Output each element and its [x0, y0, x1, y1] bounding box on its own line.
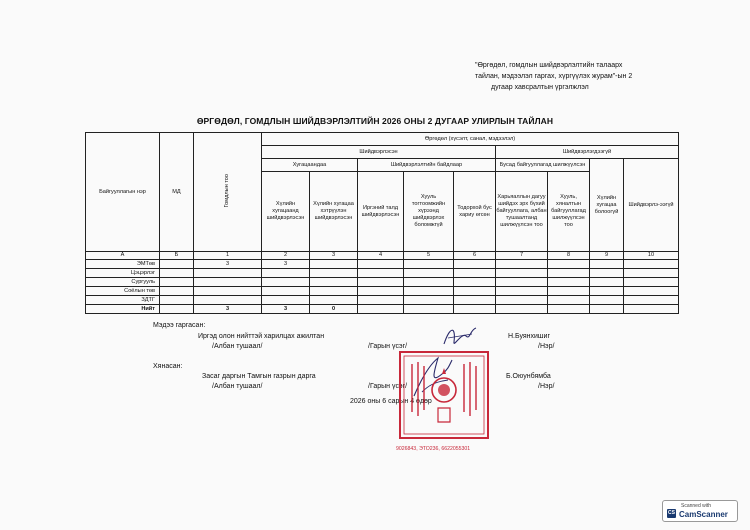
row-cell: [590, 296, 624, 305]
index-row: [86, 252, 679, 260]
row-cell: [310, 278, 358, 287]
row-org-name: Цэцэрлэг: [86, 269, 160, 278]
prepared-position: Иргэд олон нийттэй харилцах ажилтан: [198, 333, 325, 340]
group-status: Шийдвэрлэлтийн байдлаар: [358, 159, 496, 172]
approved-name: Б.Оюунбямба: [506, 373, 551, 380]
row-cell: [454, 278, 496, 287]
row-cell: [624, 287, 679, 296]
group-main: Өргөдөл (хүсэлт, санал, мэдээлэл): [262, 133, 679, 146]
row-cell: [590, 260, 624, 269]
row-cell: [404, 296, 454, 305]
row-cell: [496, 296, 548, 305]
row-cell: [548, 296, 590, 305]
index-cell: 7: [496, 252, 548, 260]
row-cell: [310, 287, 358, 296]
index-cell: 4: [358, 252, 404, 260]
row-cell: 0: [310, 305, 358, 314]
annex-note-line: дугаар хавсралтын үргэлжлэл: [491, 84, 589, 91]
signature-scribble-1: [440, 322, 480, 352]
row-org-name: Сургууль: [86, 278, 160, 287]
camscanner-line2: CamScanner: [679, 510, 728, 519]
annex-note-line: тайлан, мэдээлэл гаргах, хүргүүлэх журам"-ын 2: [475, 73, 633, 80]
col-h6: Харьяаллын дагуу шийдэх эрх бүхий байгууллага, албан тушаалтанд шилжүүлсэн тоо: [496, 172, 548, 252]
col-total-label: Гомдлын тоо: [224, 173, 230, 208]
row-cell: [358, 269, 404, 278]
row-cell: [194, 287, 262, 296]
row-cell: 3: [262, 260, 310, 269]
row-cell: [194, 269, 262, 278]
row-cell: [590, 278, 624, 287]
row-cell: [624, 296, 679, 305]
table-row: [86, 287, 679, 296]
row-cell: [496, 305, 548, 314]
row-cell: [404, 260, 454, 269]
row-cell: [160, 296, 194, 305]
row-cell: [454, 269, 496, 278]
official-stamp: [398, 350, 490, 448]
annex-note-line: "Өргөдөл, гомдлын шийдвэрлэлтийн талаарх: [475, 62, 623, 69]
col-h1: Хүлийн хугацаанд шийдвэрлэсэн: [262, 172, 310, 252]
row-cell: [590, 269, 624, 278]
approved-position: Засаг даргын Тамгын газрын дарга: [202, 373, 316, 380]
row-cell: [624, 278, 679, 287]
col-h8: Хүлийн хугацаа болоогүй: [590, 159, 624, 252]
row-cell: [496, 269, 548, 278]
annex-note: [475, 60, 660, 93]
row-cell: [160, 287, 194, 296]
row-cell: 3: [194, 260, 262, 269]
col-md: МД: [160, 133, 194, 252]
index-cell: 8: [548, 252, 590, 260]
group-unresolved: Шийдвэрлэгдээгүй: [496, 146, 679, 159]
row-cell: [454, 296, 496, 305]
col-h7: Хууль, хяналтын байгууллагад шилжүүлсэн тоо: [548, 172, 590, 252]
camscanner-badge: [662, 500, 738, 522]
row-cell: [194, 278, 262, 287]
stamp-number: 9026843, ЭТО236, 6622055301: [396, 446, 471, 452]
col-h4: Хууль тогтоомжийн хүрээнд шийдвэрлэх боломжгүй: [404, 172, 454, 252]
row-org-name: Нийт: [86, 305, 160, 314]
row-cell: [310, 260, 358, 269]
row-cell: [160, 305, 194, 314]
row-cell: [404, 269, 454, 278]
index-cell: 6: [454, 252, 496, 260]
prepared-name-hint: /Нэр/: [538, 343, 555, 350]
row-cell: [262, 287, 310, 296]
table-row: [86, 260, 679, 269]
row-cell: [262, 296, 310, 305]
row-cell: [590, 287, 624, 296]
row-cell: [310, 296, 358, 305]
col-h5: Тодорхой бус хариу өгсөн: [454, 172, 496, 252]
row-org-name: Соёлын төв: [86, 287, 160, 296]
row-org-name: ЗДТГ: [86, 296, 160, 305]
index-cell: 5: [404, 252, 454, 260]
row-cell: [194, 296, 262, 305]
table-row: [86, 269, 679, 278]
row-cell: [496, 260, 548, 269]
row-cell: [454, 287, 496, 296]
group-other-org: Бусад байгууллагад шилжүүлсэн: [496, 159, 590, 172]
approved-label: Хянасан:: [153, 363, 183, 370]
row-cell: [454, 305, 496, 314]
col-total: [194, 133, 262, 252]
col-h2: Хүлийн хугацаа хэтрүүлэн шийдвэрлэсэн: [310, 172, 358, 252]
index-cell: 3: [310, 252, 358, 260]
row-cell: [404, 305, 454, 314]
prepared-label: Мэдээ гаргасан:: [153, 322, 206, 329]
row-cell: [310, 269, 358, 278]
group-timely: Хугацаандаа: [262, 159, 358, 172]
row-cell: [454, 260, 496, 269]
col-h9: Шийдвэрлэ-ээгүй: [624, 159, 679, 252]
approved-name-hint: /Нэр/: [538, 383, 555, 390]
row-cell: 3: [194, 305, 262, 314]
col-org: Байгууллагын нэр: [86, 133, 160, 252]
table-row: [86, 296, 679, 305]
date-line: 2026 оны 6 сарын 4 өдөр: [350, 398, 432, 405]
camscanner-line1: Scanned with: [681, 503, 712, 509]
row-cell: [404, 287, 454, 296]
row-cell: [548, 305, 590, 314]
row-cell: [160, 269, 194, 278]
row-cell: [590, 305, 624, 314]
index-cell: 2: [262, 252, 310, 260]
approved-position-hint: /Албан тушаал/: [212, 383, 263, 390]
row-cell: [624, 305, 679, 314]
row-cell: [496, 287, 548, 296]
row-cell: [262, 278, 310, 287]
row-cell: [358, 287, 404, 296]
row-cell: [496, 278, 548, 287]
report-table: [85, 132, 679, 314]
row-cell: [548, 269, 590, 278]
row-cell: [404, 278, 454, 287]
prepared-signature-hint: /Гарын үсэг/: [368, 343, 408, 350]
row-cell: [358, 260, 404, 269]
prepared-position-hint: /Албан тушаал/: [212, 343, 263, 350]
index-cell: 10: [624, 252, 679, 260]
row-cell: [548, 287, 590, 296]
row-cell: [358, 305, 404, 314]
index-cell: Б: [160, 252, 194, 260]
index-cell: А: [86, 252, 160, 260]
report-title: ӨРГӨДӨЛ, ГОМДЛЫН ШИЙДВЭРЛЭЛТИЙН 2026 ОНЫ 2 ДУГААР УЛИРЛЫН ТАЙЛАН: [196, 116, 554, 126]
prepared-name: Н.Буянхишиг: [508, 333, 551, 340]
row-cell: [160, 260, 194, 269]
row-cell: 3: [262, 305, 310, 314]
group-resolved: Шийдвэрлэсэн: [262, 146, 496, 159]
col-h3: Иргэний талд шийдвэрлэсэн: [358, 172, 404, 252]
index-cell: 9: [590, 252, 624, 260]
row-cell: [548, 278, 590, 287]
row-cell: [160, 278, 194, 287]
table-row: [86, 278, 679, 287]
row-cell: [262, 269, 310, 278]
approved-signature-hint: /Гарын үсэг/: [368, 383, 408, 390]
row-cell: [624, 269, 679, 278]
table-row: [86, 305, 679, 314]
index-cell: 1: [194, 252, 262, 260]
row-cell: [358, 278, 404, 287]
row-cell: [624, 260, 679, 269]
row-org-name: ЭМТөв: [86, 260, 160, 269]
row-cell: [548, 260, 590, 269]
camscanner-logo-icon: CS: [668, 510, 675, 516]
row-cell: [358, 296, 404, 305]
